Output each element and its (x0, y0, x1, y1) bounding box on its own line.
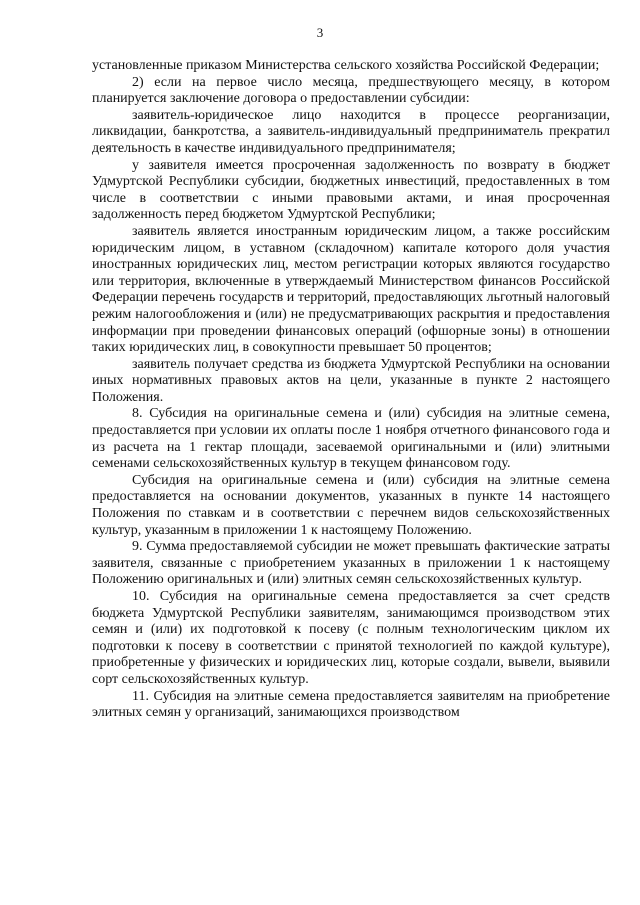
paragraph: установленные приказом Министерства сельского хозяйства Российской Федерации; (92, 58, 600, 73)
paragraph: 8. Субсидия на оригинальные семена и (или) субсидия на элитные семена, предоставляется при условии их оплаты после 1 ноября отчетного финансового года и из расчета на 1 гектар площади, засеваемой оригинальными и (или) элитными семенами сельскохозяйственных культур в текущем финансовом году. (92, 406, 610, 472)
paragraph: заявитель получает средства из бюджета Удмуртской Республики на основании иных нормативных правовых актов на цели, указанные в пункте 2 настоящего Положения. (92, 356, 610, 405)
page-number: 3 (316, 25, 324, 40)
paragraph: 9. Сумма предоставляемой субсидии не может превышать фактические затраты заявителя, связанные с приобретением указанных в приложении 1 к настоящему Положению оригинальных и (или) элитных семян сельскохозяйственных культур. (92, 539, 610, 588)
paragraph: заявитель-юридическое лицо находится в процессе реорганизации, ликвидации, банкротства, а заявитель-индивидуальный предприниматель прекратил деятельность в качестве индивидуального предпринимателя; (92, 107, 610, 156)
paragraph: 2) если на первое число месяца, предшествующего месяцу, в котором планируется заключение договора о предоставлении субсидии: (92, 74, 610, 107)
paragraph: 11. Субсидия на элитные семена предоставляется заявителям на приобретение элитных семян у организаций, занимающихся производством (92, 688, 610, 721)
paragraph: 10. Субсидия на оригинальные семена предоставляется за счет средств бюджета Удмуртской Республики заявителям, занимающимся производством этих семян и (или) их подготовкой к посеву (с полным технологическим циклом их подготовки к посеву в соответствии с принятой технологией по каждой культуре), приобретенные у физических и юридических лиц, которые создали, вывели, выявили сорт сельскохозяйственных культур. (92, 589, 610, 687)
paragraph: у заявителя имеется просроченная задолженность по возврату в бюджет Удмуртской Республики субсидии, бюджетных инвестиций, предоставленных в том числе в соответствии с иными правовыми актами, и иная просроченная задолженность перед бюджетом Удмуртской Республики; (92, 157, 610, 223)
paragraph: заявитель является иностранным юридическим лицом, а также российским юридическим лицом, в уставном (складочном) капитале которого доля участия иностранных юридических лиц, местом регистрации которых являются государство или территория, включенные в утверждаемый Министерством финансов Российской Федерации перечень государств и территорий, предоставляющих льготный налоговый режим налогообложения и (или) не предусматривающих раскрытия и предоставления информации при проведении финансовых операций (офшорные зоны) в отношении таких юридических лиц, в совокупности превышает 50 процентов; (92, 223, 610, 356)
paragraph: Субсидия на оригинальные семена и (или) субсидия на элитные семена предоставляется на основании документов, указанных в пункте 14 настоящего Положения по ставкам и в соответствии с перечнем видов сельскохозяйственных культур, указанным в приложении 1 к настоящему Положению. (92, 472, 610, 538)
document-body (92, 58, 610, 722)
